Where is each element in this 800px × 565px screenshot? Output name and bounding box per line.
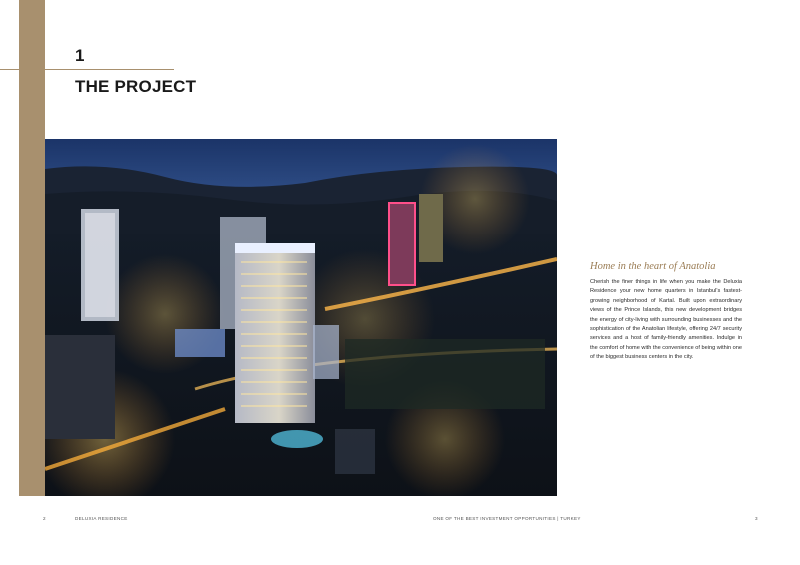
gold-side-band bbox=[19, 0, 45, 496]
section-subtitle: Home in the heart of Anatolia bbox=[590, 261, 716, 272]
right-footer-tagline: ONE OF THE BEST INVESTMENT OPPORTUNITIES | TURKEY bbox=[433, 516, 581, 521]
left-footer-brand: DELUXIA RESIDENCE bbox=[75, 516, 128, 521]
right-page-number: 3 bbox=[755, 516, 758, 521]
body-paragraph: Cherish the finer things in life when you make the Deluxia Residence your new home quarters in Istanbul's fastest-growing neighborhood of Kartal. Built upon extraordinary views of the Prince Islands, this new development bridges the energy of city-living with surrounding businesses and the sophistication of the Anatolian lifestyle, offering 24/7 security services and a host of family-friendly amenities. Indulge in the comfort of home with the convenience of being within one of the biggest business centers in the city. bbox=[590, 279, 742, 361]
chapter-rule bbox=[0, 69, 174, 70]
night-aerial-photo bbox=[45, 139, 557, 496]
chapter-number: 1 bbox=[75, 46, 85, 65]
chapter-title: THE PROJECT bbox=[75, 77, 197, 96]
left-page-number: 2 bbox=[43, 516, 46, 521]
